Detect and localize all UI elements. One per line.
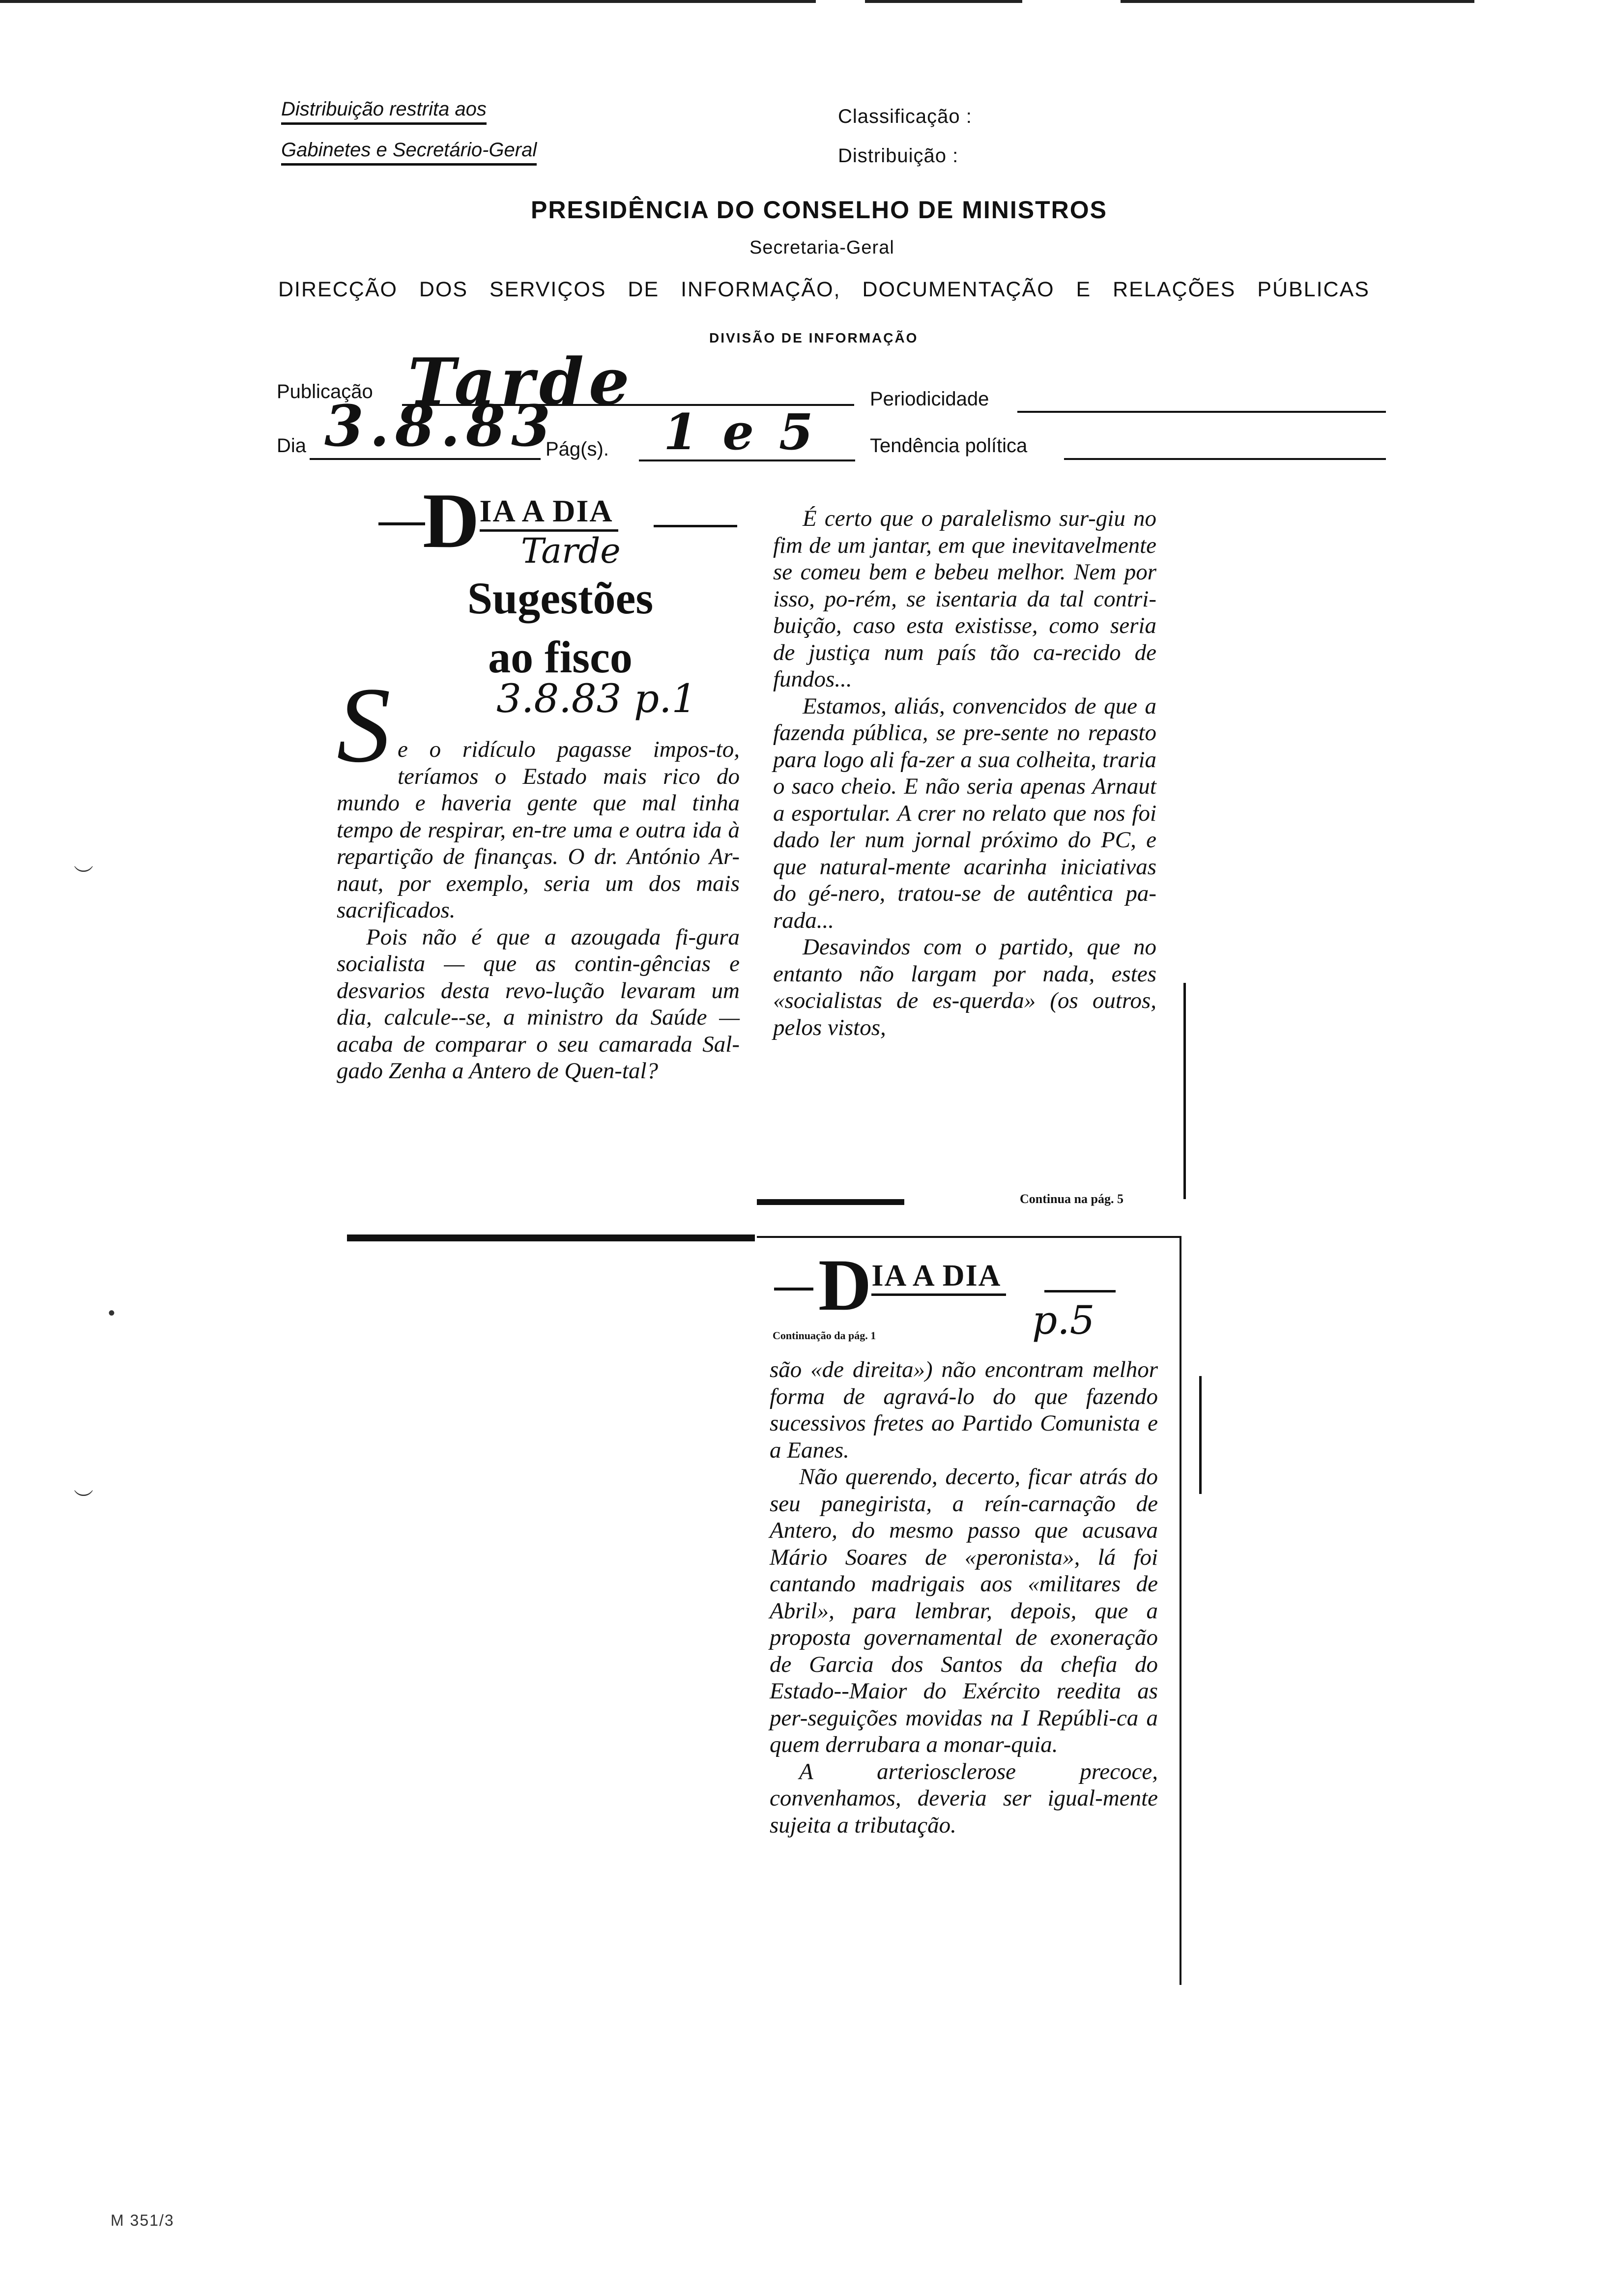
publicacao-label: Publicação [277, 381, 373, 402]
article-paragraph: são «de direita») não encontram melhor forma de agravá-lo do que fazendo sucessivos fretes ao Partido Comunista e a Eanes. [770, 1357, 1158, 1463]
article-column-2 [773, 505, 1156, 1041]
margin-mark: ︶ [74, 865, 93, 887]
scan-edge-line [865, 0, 1022, 3]
pags-label: Pág(s). [546, 438, 609, 460]
restricted-distribution-line1: Distribuição restrita aos [281, 98, 487, 125]
kicker-text: IA A DIA [871, 1259, 1006, 1296]
scan-edge-line [0, 0, 816, 3]
publicacao-handwritten: Tarde [408, 344, 634, 419]
article-paragraph: A arteriosclerose precoce, convenhamos, deveria ser igual-mente sujeita a tributação. [770, 1758, 1158, 1838]
handwritten-publication-note: Tarde [521, 531, 621, 571]
article-paragraph: Desavindos com o partido, que no entanto não largam por nada, estes «socialistas de es-querda» (os outros, pelos vistos, [773, 934, 1156, 1040]
column-edge-mark [1183, 983, 1186, 1199]
dia-label: Dia [277, 435, 307, 457]
kicker-text: IA A DIA [480, 493, 618, 532]
division-line: DIVISÃO DE INFORMAÇÃO [709, 330, 919, 345]
kicker-big-letter: D [818, 1244, 872, 1326]
page-title: PRESIDÊNCIA DO CONSELHO DE MINISTROS [531, 196, 1108, 224]
separator-rule [347, 1234, 755, 1241]
classificacao-label: Classificação : [838, 106, 972, 127]
article-headline-line1: Sugestões [467, 573, 654, 623]
kicker-rule [654, 525, 737, 527]
periodicidade-field-line [1017, 411, 1386, 413]
scan-edge-line [1121, 0, 1474, 3]
article-paragraph: É certo que o paralelismo sur-giu no fim de um jantar, em que inevitavelmente se comeu bem e bebeu melhor. Nem por isso, po-rém, se isentaria da tal contri-buição, caso esta existisse, como seria de justiça num país tão ca-recido de fundos... [773, 506, 1156, 692]
continua-note: Continua na pág. 5 [1020, 1192, 1123, 1206]
pags-handwritten: 1 e 5 [663, 403, 817, 461]
article-column-1 [337, 665, 740, 1085]
continuation-from-note: Continuação da pág. 1 [773, 1329, 876, 1342]
article-paragraph: e o ridículo pagasse impos-to, teríamos o Estado mais rico do mundo e haveria gente que mal tinha tempo de respirar, en-tre uma e outra ida à repartição de finanças. O dr. António Ar-naut, por exemplo, seria um dos mais sacrificados. [337, 737, 740, 923]
continuation-column [770, 1356, 1158, 1838]
drop-cap: S [337, 665, 391, 785]
article-paragraph: Pois não é que a azougada fi-gura socialista — que as contin-gências e desvarios desta revo-lução levaram um dia, calcule--se, a ministro da Saúde — acaba de comparar o seu camarada Sal-gado Zenha a Antero de Quen-tal? [337, 924, 740, 1084]
kicker-rule [1044, 1290, 1116, 1292]
article-paragraph: Não querendo, decerto, ficar atrás do seu panegirista, a reín-carnação de Antero, do mesmo passo que acusava Mário Soares de «peronista», lá foi cantando madrigais aos «militares de Abril», para lembrar, depois, que a proposta governamental de exoneração de Garcia dos Santos da chefia do Estado--Maior do Exército reedita as per-seguições movidas na I Repúbli-ca a quem derrubara a monar-quia. [770, 1464, 1158, 1757]
dia-handwritten: 3.8.83 [324, 393, 557, 459]
kicker-dash [378, 522, 425, 525]
handwritten-page-note: p.5 [1032, 1297, 1095, 1343]
margin-mark: ︶ [74, 1489, 93, 1511]
kicker-dash [774, 1288, 813, 1291]
continuation-kicker [818, 1244, 1006, 1326]
article-headline-line2: ao fisco [488, 632, 633, 682]
form-code: M 351/3 [111, 2211, 174, 2229]
tendencia-label: Tendência política [870, 435, 1028, 457]
column-edge-mark [1199, 1376, 1202, 1494]
article-paragraph: Estamos, aliás, convencidos de que a fazenda pública, se pre-sente no repasto para logo ali fa-zer a sua colheita, traria o saco cheio. E não seria apenas Arnaut a esportular. A crer no relato que nos foi dado ler num jornal próximo do PC, e que natural-mente acarinha iniciativas do gé-nero, tratou-se de autêntica pa-rada... [773, 693, 1156, 933]
margin-mark: • [108, 1302, 115, 1324]
tendencia-field-line [1064, 458, 1386, 460]
department-line: DIRECÇÃO DOS SERVIÇOS DE INFORMAÇÃO, DOCUMENTAÇÃO E RELAÇÕES PÚBLICAS [278, 278, 1370, 301]
page-subtitle: Secretaria-Geral [749, 237, 894, 258]
continua-rule [757, 1199, 904, 1205]
handwritten-date-note: 3.8.83 p.1 [496, 676, 697, 721]
kicker-big-letter: D [423, 477, 480, 564]
distribuicao-label: Distribuição : [838, 145, 959, 167]
restricted-distribution-line2: Gabinetes e Secretário-Geral [281, 139, 537, 166]
periodicidade-label: Periodicidade [870, 388, 989, 410]
